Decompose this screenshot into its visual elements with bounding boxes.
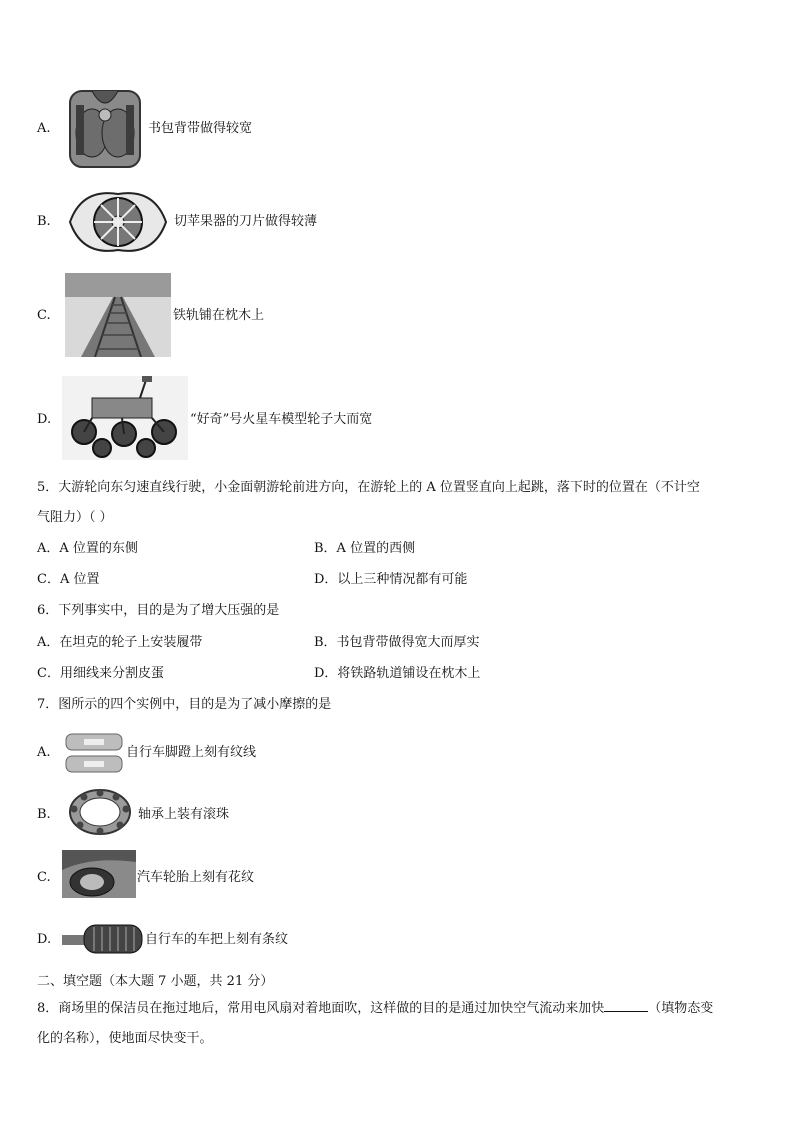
q7-option-d-letter: D. (37, 932, 52, 947)
q7-option-c-text: 汽车轮胎上刻有花纹 (137, 870, 255, 885)
q4-option-d-text: “好奇”号火星车模型轮子大而宽 (190, 412, 373, 427)
q4-option-d-letter: D. (37, 412, 52, 427)
railroad-track-image (65, 273, 171, 357)
q8-line1 (37, 999, 713, 1017)
q6-option-a: A．在坦克的轮子上安装履带 (37, 635, 203, 650)
q4-option-c-letter: C. (37, 308, 51, 323)
q5-stem-line1: 5．大游轮向东匀速直线行驶，小金面朝游轮前进方向，在游轮上的 A 位置竖直向上起跳，落下时的位置在（不计空 (37, 480, 700, 495)
q8-stem-before: 8．商场里的保洁员在拖过地后，常用电风扇对着地面吹，这样做的目的是通过加快空气流动来加快 (37, 1001, 605, 1016)
q7-stem: 7．图所示的四个实例中，目的是为了减小摩擦的是 (37, 697, 332, 712)
q5-option-c: C．A 位置 (37, 572, 100, 587)
q7-option-b-letter: B. (37, 807, 51, 822)
q5-stem-line2: 气阻力）（ ） (37, 510, 113, 525)
q7-option-b-text: 轴承上装有滚珠 (138, 807, 230, 822)
q7-option-d-text: 自行车的车把上刻有条纹 (145, 932, 289, 947)
q5-option-b: B．A 位置的西侧 (314, 541, 416, 556)
q6-option-b: B．书包背带做得宽大而厚实 (314, 635, 480, 650)
q7-option-a-text: 自行车脚蹬上刻有纹线 (126, 745, 257, 760)
q7-option-c-letter: C. (37, 870, 51, 885)
section-title: 二、填空题（本大题 7 小题，共 21 分） (37, 974, 274, 989)
q4-option-b-letter: B. (37, 214, 51, 229)
q8-line2: 化的名称），使地面尽快变干。 (37, 1031, 213, 1046)
apple-slicer-image (62, 184, 174, 260)
q4-option-a-letter: A. (37, 121, 51, 136)
q4-option-a-text: 书包背带做得较宽 (148, 121, 253, 136)
q4-option-c-text: 铁轨铺在枕木上 (173, 308, 265, 323)
bicycle-handlebar-image (62, 917, 144, 957)
mars-rover-image (62, 376, 188, 460)
q8-stem-after: （填物态变 (648, 1001, 714, 1016)
q8-answer-blank[interactable] (604, 999, 648, 1012)
q6-stem: 6．下列事实中，目的是为了增大压强的是 (37, 603, 280, 618)
q5-option-a: A．A 位置的东侧 (37, 541, 138, 556)
q6-option-c: C．用细线来分割皮蛋 (37, 666, 164, 681)
car-tire-image (62, 850, 136, 898)
q7-option-a-letter: A. (37, 745, 51, 760)
backpack-image (62, 85, 148, 171)
ball-bearing-image (64, 787, 136, 837)
q4-option-b-text: 切苹果器的刀片做得较薄 (174, 214, 318, 229)
q5-option-d: D．以上三种情况都有可能 (314, 572, 468, 587)
q6-option-d: D．将铁路轨道铺设在枕木上 (314, 666, 481, 681)
bicycle-pedal-image (64, 732, 124, 774)
